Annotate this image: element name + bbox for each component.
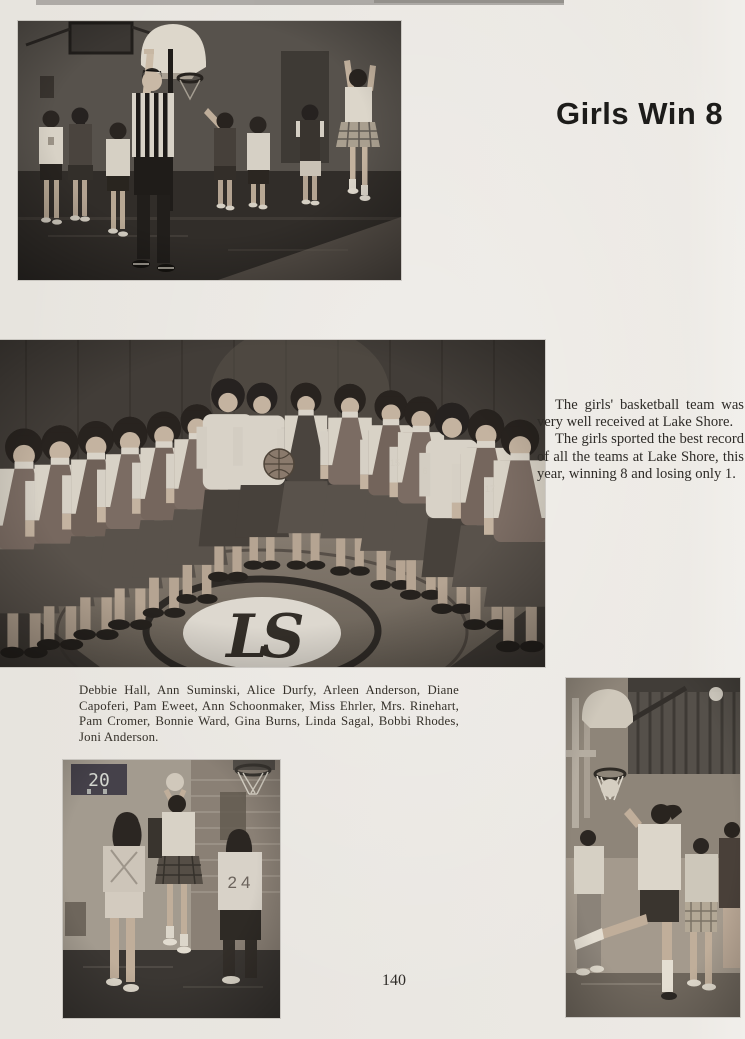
article-paragraph-1: The girls' basketball team was very well received at Lake Shore. — [537, 397, 744, 431]
page-number: 140 — [382, 972, 406, 989]
photo-team-illustration — [0, 340, 545, 667]
photo-bottom-right-illustration — [566, 678, 740, 1017]
photo-bottom-right-action — [566, 678, 740, 1017]
photo-top-action — [18, 21, 401, 280]
photo-team — [0, 340, 545, 667]
photo-bottom-left-illustration — [63, 760, 280, 1018]
photo-top-action-illustration — [18, 21, 401, 280]
article-paragraph-2: The girls sported the best record of all the teams at Lake Shore, this year, winning 8 and losing only 1. — [537, 431, 744, 482]
scan-artifact-bar — [36, 0, 564, 5]
article-text — [537, 397, 744, 483]
photo-caption: Debbie Hall, Ann Suminski, Alice Durfy, Arleen Anderson, Diane Capoferi, Pam Eweet, Ann Schoonmaker, Miss Ehrler, Mrs. Rinehart, Pam Cromer, Bonnie Ward, Gina Burns, Linda Sagal, Bobbi Rhodes, Joni Anderson. — [79, 683, 459, 745]
page-title: Girls Win 8 — [556, 96, 724, 131]
photo-bottom-left-action — [63, 760, 280, 1018]
